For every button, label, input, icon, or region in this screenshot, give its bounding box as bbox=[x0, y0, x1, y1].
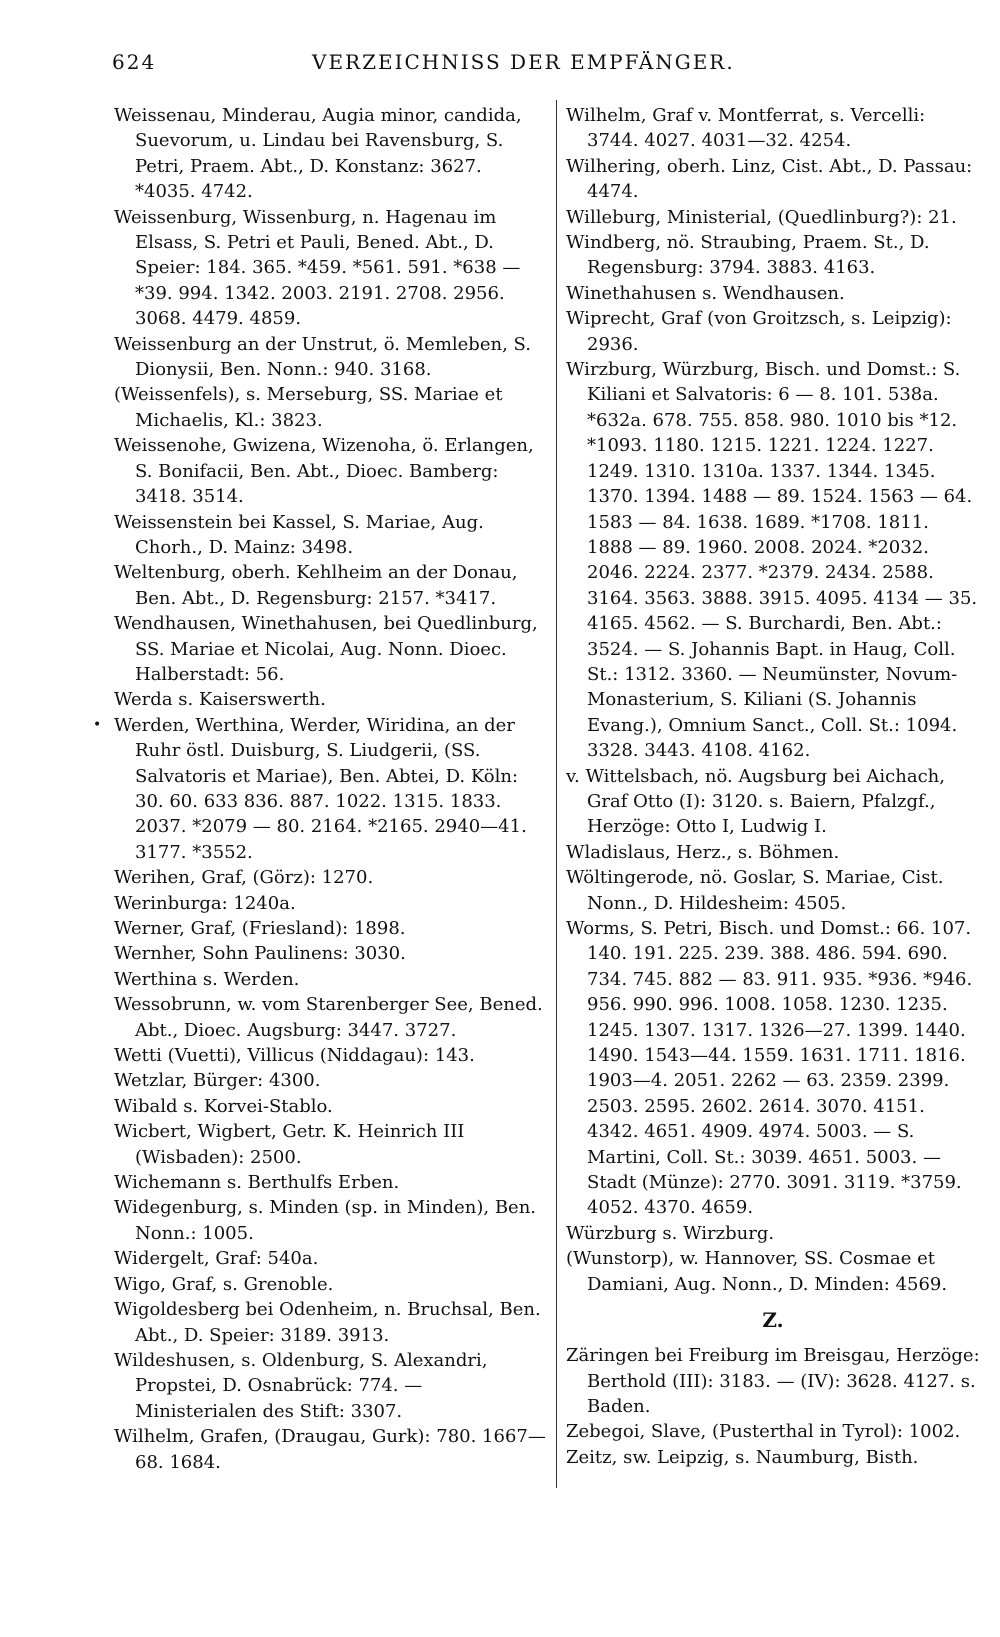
index-entry: Wilhelm, Graf v. Montferrat, s. Vercelli: 3744. 4027. 4031—32. 4254. bbox=[566, 105, 926, 152]
page-header bbox=[112, 50, 902, 90]
index-entry: Wichemann s. Berthulfs Erben. bbox=[114, 1172, 400, 1194]
index-entry: Wetzlar, Bürger: 4300. bbox=[114, 1070, 321, 1092]
index-entry: Willeburg, Ministerial, (Quedlinburg?): 21. bbox=[566, 206, 957, 228]
running-title: VERZEICHNISS DER EMPFÄNGER. bbox=[312, 50, 735, 74]
right-column bbox=[566, 103, 980, 1470]
index-entry: Weissenburg an der Unstrut, ö. Memleben, S. Dionysii, Ben. Nonn.: 940. 3168. bbox=[114, 333, 531, 381]
left-column bbox=[114, 103, 546, 1475]
index-entry: Wessobrunn, w. vom Starenberger See, Bened. Abt., Dioec. Augsburg: 3447. 3727. bbox=[114, 994, 543, 1041]
index-entry: Wetti (Vuetti), Villicus (Niddagau): 143. bbox=[114, 1045, 475, 1067]
index-entry: Winethahusen s. Wendhausen. bbox=[566, 282, 845, 304]
index-entry: Zäringen bei Freiburg im Breisgau, Herzöge: Berthold (III): 3183. — (IV): 3628. 4127. s. Baden. bbox=[566, 1345, 980, 1417]
index-entry: Werner, Graf, (Friesland): 1898. bbox=[114, 918, 406, 939]
index-entry: Werihen, Graf, (Görz): 1270. bbox=[114, 867, 374, 889]
index-entry: Wernher, Sohn Paulinens: 3030. bbox=[114, 943, 406, 965]
section-letter-z: Z. bbox=[762, 1308, 784, 1333]
index-entry: Weissenohe, Gwizena, Wizenoha, ö. Erlangen, S. Bonifacii, Ben. Abt., Dioec. Bamberg: 3418. 3514. bbox=[114, 435, 534, 508]
page-number: 624 bbox=[112, 50, 157, 74]
index-entry: Wibald s. Korvei-Stablo. bbox=[114, 1095, 333, 1117]
index-entry: Zeitz, sw. Leipzig, s. Naumburg, Bisth. bbox=[566, 1446, 919, 1468]
index-entry: Weissenburg, Wissenburg, n. Hagenau im Elsass, S. Petri et Pauli, Bened. Abt., D. Speier: 184. 365. *459. *561. 591. *638 — *39. 994. 1342. 2003. 2191. 2708. 2956. 3068. 4479. 4859. bbox=[114, 206, 521, 330]
index-entry: Windberg, nö. Straubing, Praem. St., D. Regensburg: 3794. 3883. 4163. bbox=[566, 232, 930, 279]
index-entry: Wilhelm, Grafen, (Draugau, Gurk): 780. 1667—68. 1684. bbox=[114, 1426, 546, 1473]
index-entry: Wildeshusen, s. Oldenburg, S. Alexandri, Propstei, D. Osnabrück: 774. — Ministerialen des Stift: 3307. bbox=[114, 1349, 488, 1422]
index-entry: Werinburga: 1240a. bbox=[114, 892, 296, 914]
index-entry: Wilhering, oberh. Linz, Cist. Abt., D. Passau: 4474. bbox=[566, 155, 973, 203]
marginal-mark: • bbox=[93, 717, 102, 733]
right-column-z-entries bbox=[566, 1343, 980, 1470]
index-entry: Worms, S. Petri, Bisch. und Domst.: 66. 107. 140. 191. 225. 239. 388. 486. 594. 690. 734. 745. 882 — 83. 911. 935. *936. *946. 956. 990. 996. 1008. 1058. 1230. 1235. 1245. 1307. 1317. 1326—27. 1399. 1440. 1490. 1543—44. 1559. 1631. 1711. 1816. 1903—4. 2051. 2262 — 63. 2359. 2399. 2503. 2595. 2602. 2614. 3070. 4151. 4342. 4651. 4909. 4974. 5003. — S. Martini, Coll. St.: 3039. 4651. 5003. — Stadt (Münze): 2770. 3091. 3119. *3759. 4052. 4370. 4659. bbox=[566, 918, 973, 1219]
index-entry: Weissenau, Minderau, Augia minor, candida, Suevorum, u. Lindau bei Ravensburg, S. Petri, Praem. Abt., D. Konstanz: 3627. *4035. 4742. bbox=[114, 105, 522, 203]
index-entry: v. Wittelsbach, nö. Augsburg bei Aichach, Graf Otto (I): 3120. s. Baiern, Pfalzgf., Herzöge: Otto I, Ludwig I. bbox=[566, 765, 945, 838]
index-entry: Zebegoi, Slave, (Pusterthal in Tyrol): 1002. bbox=[566, 1421, 961, 1443]
index-entry: Weltenburg, oberh. Kehlheim an der Donau, Ben. Abt., D. Regensburg: 2157. *3417. bbox=[114, 562, 518, 609]
index-entry: Wicbert, Wigbert, Getr. K. Heinrich III (Wisbaden): 2500. bbox=[114, 1121, 465, 1168]
index-entry: (Weissenfels), s. Merseburg, SS. Mariae et Michaelis, Kl.: 3823. bbox=[114, 384, 503, 431]
index-entry: Wöltingerode, nö. Goslar, S. Mariae, Cist. Nonn., D. Hildesheim: 4505. bbox=[566, 867, 944, 914]
index-entry: Werda s. Kaiserswerth. bbox=[114, 689, 326, 711]
index-entry: Weissenstein bei Kassel, S. Mariae, Aug. Chorh., D. Mainz: 3498. bbox=[114, 511, 484, 558]
index-entry: Wladislaus, Herz., s. Böhmen. bbox=[566, 841, 840, 863]
index-entry: Widergelt, Graf: 540a. bbox=[114, 1248, 319, 1270]
index-entry: Wirzburg, Würzburg, Bisch. und Domst.: S. Kiliani et Salvatoris: 6 — 8. 101. 538a. *632a. 678. 755. 858. 980. 1010 bis *12. *1093. 1180. 1215. 1221. 1224. 1227. 1249. 1310. 1310a. 1337. 1344. 1345. 1370. 1394. 1488 — 89. 1524. 1563 — 64. 1583 — 84. 1638. 1689. *1708. 1811. 1888 — 89. 1960. 2008. 2024. *2032. 2046. 2224. 2377. *2379. 2434. 2588. 3164. 3563. 3888. 3915. 4095. 4134 — 35. 4165. 4562. — S. Burchardi, Ben. Abt.: 3524. — S. Johannis Bapt. in Haug, Coll. St.: 1312. 3360. — Neumünster, Novum-Monasterium, S. Kiliani (S. Johannis Evang.), Omnium Sanct., Coll. St.: 1094. 3328. 3443. 4108. 4162. bbox=[566, 359, 978, 762]
index-entry: Würzburg s. Wirzburg. bbox=[566, 1222, 775, 1244]
index-entry: Wigoldesberg bei Odenheim, n. Bruchsal, Ben. Abt., D. Speier: 3189. 3913. bbox=[114, 1299, 541, 1346]
index-entry: Widegenburg, s. Minden (sp. in Minden), Ben. Nonn.: 1005. bbox=[114, 1197, 537, 1244]
right-column-entries bbox=[566, 103, 980, 1297]
index-entry: Werthina s. Werden. bbox=[114, 968, 300, 990]
index-entry: Werden, Werthina, Werder, Wiridina, an der Ruhr östl. Duisburg, S. Liudgerii, (SS. Salvatoris et Mariae), Ben. Abtei, D. Köln: 30. 60. 633 836. 887. 1022. 1315. 1833. 2037. *2079 — 80. 2164. *2165. 2940—41. 3177. *3552. bbox=[114, 714, 527, 863]
index-entry: Wigo, Graf, s. Grenoble. bbox=[114, 1273, 334, 1295]
index-entry: Wiprecht, Graf (von Groitzsch, s. Leipzig): 2936. bbox=[566, 308, 952, 355]
index-entry: (Wunstorp), w. Hannover, SS. Cosmae et Damiani, Aug. Nonn., D. Minden: 4569. bbox=[566, 1248, 948, 1295]
column-divider bbox=[556, 100, 557, 1488]
index-entry: Wendhausen, Winethahusen, bei Quedlinburg, SS. Mariae et Nicolai, Aug. Nonn. Dioec. Halberstadt: 56. bbox=[114, 613, 538, 685]
